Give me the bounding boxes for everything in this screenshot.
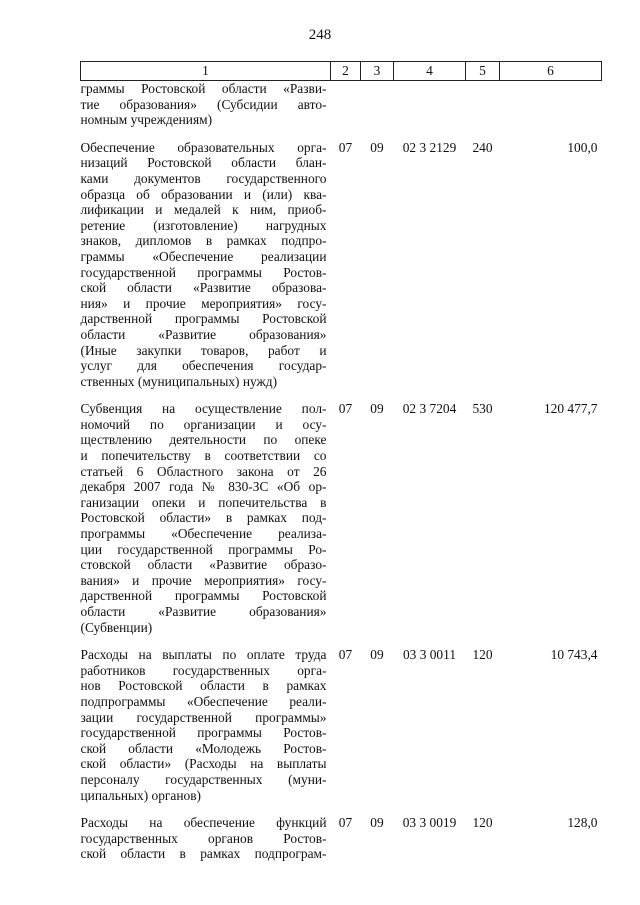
column-header-5: 5 (466, 62, 500, 81)
description-line: ципальных) органов) (80, 787, 201, 803)
subchapter-code: 09 (370, 401, 384, 417)
description-line: области «Развитие образования» (80, 604, 327, 619)
target-article-code (394, 81, 466, 128)
description-line: ретение (изготовление) нагрудных (80, 217, 327, 233)
table-row (81, 401, 602, 635)
amount-value: 100,0 (567, 139, 598, 155)
row-spacer-cell (81, 803, 602, 815)
description-line: дарственной программы Ростовской (80, 588, 327, 604)
description-line: декабря 2007 года № 830-ЗС «Об ор- (80, 479, 327, 495)
description-line: (Субвенции) (80, 619, 153, 635)
table-row (81, 647, 602, 803)
column-header-1: 1 (81, 62, 331, 81)
chapter-code: 07 (338, 647, 353, 663)
description-line: области «Развитие образования» (80, 326, 327, 342)
row-spacer (81, 803, 602, 815)
column-header-6: 6 (500, 62, 602, 81)
description-line: работников государственных орга- (80, 662, 327, 678)
table-row (81, 81, 602, 128)
description-line: подпрограммы «Обеспечение реали- (80, 693, 327, 709)
target-article-code: 02 3 7204 (402, 401, 457, 417)
description-line: нов Ростовской области в рамках (80, 678, 327, 694)
subchapter-code: 09 (370, 139, 384, 155)
description-line: ния» и прочие мероприятия» госу- (80, 295, 327, 311)
row-spacer (81, 128, 602, 140)
chapter-code: 07 (338, 139, 353, 155)
description-line: государственной программы Ростов- (80, 725, 327, 741)
description-line: номным учреждениям) (80, 112, 213, 128)
column-header-2: 2 (331, 62, 361, 81)
amount-value: 120 477,7 (543, 401, 598, 417)
subchapter-code: 09 (370, 815, 384, 831)
target-article-code: 02 3 2129 (402, 139, 457, 155)
description-line: Обеспечение образовательных орга- (80, 139, 327, 155)
chapter-code: 07 (338, 401, 353, 417)
chapter-code (331, 81, 361, 128)
description-line: программы «Обеспечение реализа- (80, 526, 327, 542)
description-line: номочий по организации и осу- (80, 416, 327, 432)
description-line: вания» и прочие мероприятия» госу- (80, 572, 327, 588)
description-line: лификации и медалей к ним, приоб- (80, 202, 327, 218)
row-spacer (81, 389, 602, 401)
description-line: стовской области «Развитие образо- (80, 557, 327, 573)
description-line: Расходы на выплаты по оплате труда (80, 647, 327, 663)
expense-type-code: 120 (472, 647, 493, 663)
subchapter-code: 09 (370, 647, 384, 663)
description-line: услуг для обеспечения государ- (80, 358, 327, 374)
description-line: ской области в рамках подпрограм- (80, 846, 327, 862)
amount-value (500, 81, 602, 128)
description-line: статьей 6 Областного закона от 26 (80, 463, 327, 479)
expense-type-code: 530 (472, 401, 493, 417)
description-line: ками документов государственного (80, 170, 327, 186)
item-description (81, 647, 331, 803)
expense-type-code: 240 (472, 139, 493, 155)
subchapter-code (361, 81, 394, 128)
description-line: граммы Ростовской области «Разви- (80, 81, 327, 96)
amount-value: 128,0 (567, 815, 598, 831)
chapter-code: 07 (338, 815, 353, 831)
column-header-4: 4 (394, 62, 466, 81)
expense-type-code: 120 (472, 815, 493, 831)
table-body (81, 81, 602, 862)
description-line: Субвенция на осуществление пол- (80, 401, 327, 417)
table-row (81, 140, 602, 390)
description-line: ской области «Развитие образова- (80, 280, 327, 296)
item-description (81, 81, 331, 128)
item-description (81, 401, 331, 635)
description-line: низаций Ростовской области блан- (80, 155, 327, 171)
description-line: зации государственной программы» (80, 709, 327, 725)
expense-type-code (466, 81, 500, 128)
description-line: Ростовской области» в рамках под- (80, 510, 327, 526)
description-line: и попечительству в соответствии со (80, 448, 327, 464)
budget-table (80, 61, 602, 862)
description-line: тие образования» (Субсидии авто- (80, 96, 327, 112)
description-line: государственных органов Ростов- (80, 830, 327, 846)
description-line: персоналу государственных (муни- (80, 771, 327, 787)
description-line: знаков, дипломов в рамках подпро- (80, 233, 327, 249)
row-spacer-cell (81, 128, 602, 140)
row-spacer-cell (81, 635, 602, 647)
page-number: 248 (308, 27, 332, 43)
description-line: (Иные закупки товаров, работ и (80, 342, 327, 358)
description-line: ции государственной программы Ро- (80, 541, 327, 557)
target-article-code: 03 3 0019 (402, 815, 457, 831)
description-line: дарственной программы Ростовской (80, 311, 327, 327)
amount-value: 10 743,4 (550, 647, 598, 663)
description-line: ской области «Молодежь Ростов- (80, 740, 327, 756)
description-line: ществлению деятельности по опеке (80, 432, 327, 448)
target-article-code: 03 3 0011 (402, 647, 457, 663)
item-description (81, 140, 331, 390)
item-description (81, 815, 331, 862)
column-header-3: 3 (361, 62, 394, 81)
description-line: ственных (муниципальных) нужд) (80, 373, 278, 389)
description-line: граммы «Обеспечение реализации (80, 248, 327, 264)
description-line: образца об образовании и (или) ква- (80, 186, 327, 202)
table-row (81, 815, 602, 862)
description-line: Расходы на обеспечение функций (80, 815, 327, 831)
description-line: ганизации опеки и попечительства в (80, 494, 327, 510)
description-line: ской области» (Расходы на выплаты (80, 756, 327, 772)
description-line: государственной программы Ростов- (80, 264, 327, 280)
row-spacer-cell (81, 389, 602, 401)
table-header-row (81, 62, 602, 81)
row-spacer (81, 635, 602, 647)
